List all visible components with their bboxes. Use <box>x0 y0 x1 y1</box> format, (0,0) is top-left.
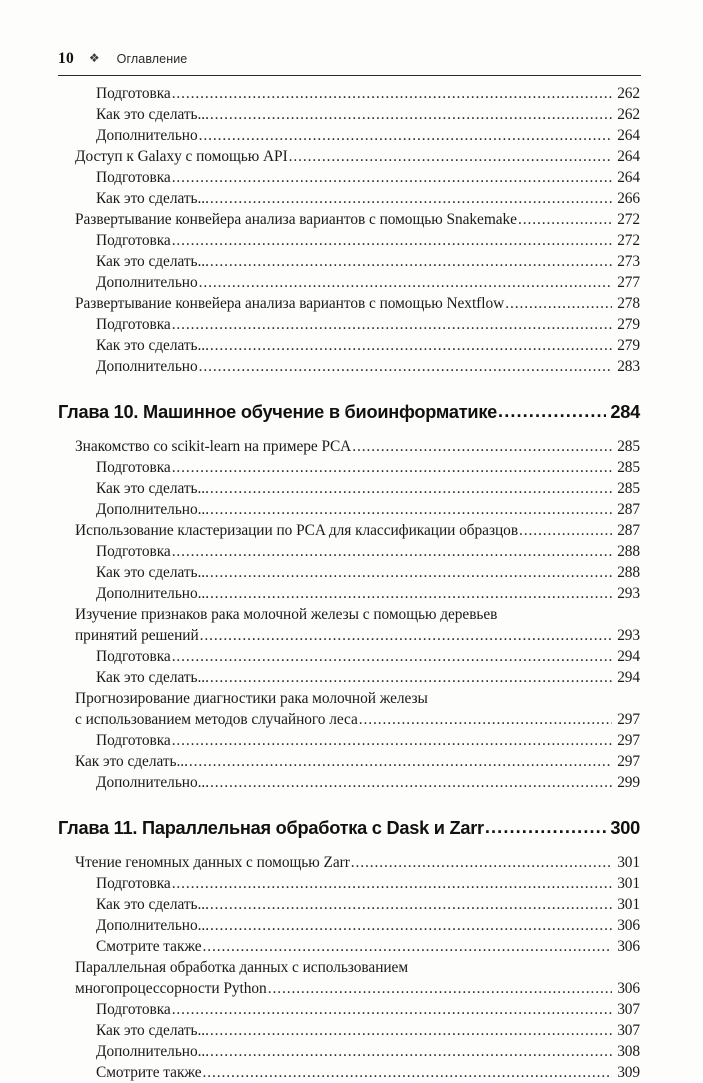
toc-subsection-entry[interactable] <box>0 541 703 562</box>
toc-entry-label: многопроцессорности Python <box>75 980 267 997</box>
toc-leader-dots <box>203 936 612 957</box>
toc-section-entry[interactable] <box>0 293 703 314</box>
toc-leader-dots <box>210 772 612 793</box>
toc-entry-label: Как это сделать... <box>96 564 209 581</box>
toc-entry-label: Подготовка <box>96 648 171 665</box>
toc-subsection-entry[interactable] <box>0 915 703 936</box>
toc-entry-label: Как это сделать... <box>96 1022 209 1039</box>
toc-entry-page-number: 278 <box>617 295 640 312</box>
toc-entry-label: Подготовка <box>96 316 171 333</box>
toc-entry-page-number: 306 <box>617 938 640 955</box>
toc-section-entry[interactable] <box>0 520 703 541</box>
toc-chapter-entry[interactable] <box>0 813 703 843</box>
toc-leader-dots <box>210 188 612 209</box>
toc-entry-page-number: 288 <box>617 564 640 581</box>
toc-entry-label: Как это сделать... <box>96 337 209 354</box>
toc-entry-page-number: 283 <box>617 358 640 375</box>
toc-leader-dots <box>210 104 612 125</box>
toc-subsection-entry[interactable] <box>0 583 703 604</box>
toc-leader-dots <box>172 541 612 562</box>
toc-entry-label: Как это сделать... <box>75 753 188 770</box>
toc-subsection-entry[interactable] <box>0 894 703 915</box>
toc-entry-label: Дополнительно... <box>96 585 210 602</box>
toc-subsection-entry[interactable] <box>0 1020 703 1041</box>
toc-subsection-entry[interactable] <box>0 335 703 356</box>
toc-leader-dots <box>199 125 612 146</box>
toc-leader-dots <box>351 852 612 873</box>
toc-entry-label: Дополнительно... <box>96 501 210 518</box>
toc-leader-dots <box>200 625 612 646</box>
table-of-contents <box>0 83 703 1083</box>
header-divider-rule <box>58 75 641 76</box>
toc-subsection-entry[interactable] <box>0 457 703 478</box>
toc-entry-label: Как это сделать... <box>96 190 209 207</box>
toc-subsection-entry[interactable] <box>0 1041 703 1062</box>
toc-entry-page-number: 300 <box>610 818 640 838</box>
toc-entry-page-number: 306 <box>617 917 640 934</box>
toc-subsection-entry[interactable] <box>0 125 703 146</box>
toc-entry-page-number: 272 <box>617 211 640 228</box>
toc-entry-page-number: 262 <box>617 106 640 123</box>
toc-entry-page-number: 264 <box>617 148 640 165</box>
toc-entry-label: Подготовка <box>96 875 171 892</box>
toc-entry-title-first-line: Параллельная обработка данных с использованием <box>75 959 409 976</box>
running-head-title: Оглавление <box>116 52 188 66</box>
toc-section-entry[interactable] <box>0 978 703 999</box>
toc-leader-dots <box>210 667 612 688</box>
toc-section-entry[interactable] <box>0 751 703 772</box>
toc-entry-label: Использование кластеризации по PCA для классификации образцов <box>75 522 519 539</box>
toc-entry-page-number: 288 <box>617 543 640 560</box>
toc-entry-label: Дополнительно... <box>96 774 210 791</box>
toc-leader-dots <box>352 436 612 457</box>
toc-entry-page-number: 294 <box>617 669 640 686</box>
toc-subsection-entry[interactable] <box>0 167 703 188</box>
toc-entry-page-number: 264 <box>617 169 640 186</box>
toc-entry-label: Подготовка <box>96 543 171 560</box>
toc-leader-dots <box>359 709 612 730</box>
toc-leader-dots <box>210 894 612 915</box>
toc-entry-label: Дополнительно <box>96 274 198 291</box>
toc-entry-label: Глава 10. Машинное обучение в биоинформатике <box>58 402 498 422</box>
toc-leader-dots <box>210 1020 612 1041</box>
toc-entry-page-number: 301 <box>617 896 640 913</box>
toc-leader-dots <box>485 812 606 842</box>
toc-entry-page-number: 301 <box>617 854 640 871</box>
toc-subsection-entry[interactable] <box>0 251 703 272</box>
toc-section-entry[interactable] <box>0 146 703 167</box>
toc-subsection-entry[interactable] <box>0 272 703 293</box>
toc-subsection-entry[interactable] <box>0 1062 703 1083</box>
toc-chapter-entry[interactable] <box>0 397 703 427</box>
toc-entry-label: Подготовка <box>96 85 171 102</box>
floral-diamond-ornament-icon: ❖ <box>88 51 100 65</box>
toc-leader-dots <box>210 335 612 356</box>
toc-entry-page-number: 301 <box>617 875 640 892</box>
toc-subsection-entry[interactable] <box>0 562 703 583</box>
toc-entry-page-number: 287 <box>617 501 640 518</box>
toc-entry-page-number: 273 <box>617 253 640 270</box>
toc-leader-dots <box>518 209 612 230</box>
toc-leader-dots <box>172 167 612 188</box>
toc-leader-dots <box>289 146 612 167</box>
toc-subsection-entry[interactable] <box>0 667 703 688</box>
toc-entry-label: Развертывание конвейера анализа вариантов с помощью Nextflow <box>75 295 505 312</box>
toc-subsection-entry[interactable] <box>0 188 703 209</box>
toc-entry-page-number: 266 <box>617 190 640 207</box>
toc-entry-page-number: 284 <box>610 402 640 422</box>
toc-entry-page-number: 293 <box>617 585 640 602</box>
toc-entry-page-number: 307 <box>617 1001 640 1018</box>
toc-entry-page-number: 297 <box>617 732 640 749</box>
toc-entry-page-number: 308 <box>617 1043 640 1060</box>
toc-leader-dots <box>172 646 612 667</box>
toc-leader-dots <box>519 520 612 541</box>
toc-leader-dots <box>210 1041 612 1062</box>
toc-leader-dots <box>210 915 612 936</box>
toc-leader-dots <box>210 583 612 604</box>
toc-entry-page-number: 272 <box>617 232 640 249</box>
toc-leader-dots <box>210 251 612 272</box>
toc-section-entry[interactable] <box>0 709 703 730</box>
page-folio-number: 10 <box>58 50 74 67</box>
toc-entry-label: Дополнительно... <box>96 917 210 934</box>
toc-section-entry[interactable] <box>0 852 703 873</box>
toc-entry-label: Знакомство со scikit-learn на примере PCA <box>75 438 352 455</box>
toc-entry-label: Как это сделать... <box>96 480 209 497</box>
toc-leader-dots <box>172 83 612 104</box>
toc-entry-page-number: 285 <box>617 480 640 497</box>
toc-leader-dots <box>172 314 612 335</box>
toc-entry-label: Глава 11. Параллельная обработка с Dask и Zarr <box>58 818 484 838</box>
toc-entry-label: Развертывание конвейера анализа вариантов с помощью Snakemake <box>75 211 517 228</box>
toc-leader-dots <box>210 562 612 583</box>
toc-subsection-entry[interactable] <box>0 104 703 125</box>
toc-entry-label: Как это сделать... <box>96 669 209 686</box>
toc-entry-label: Как это сделать... <box>96 896 209 913</box>
toc-entry-title-first-line: Прогнозирование диагностики рака молочной железы <box>75 690 428 707</box>
toc-entry-label: Как это сделать... <box>96 253 209 270</box>
toc-leader-dots <box>498 396 606 426</box>
toc-entry-label: принятий решений <box>75 627 199 644</box>
toc-leader-dots <box>210 499 612 520</box>
toc-entry-page-number: 279 <box>617 337 640 354</box>
toc-subsection-entry[interactable] <box>0 478 703 499</box>
toc-entry-page-number: 262 <box>617 85 640 102</box>
toc-entry-title-first-line: Изучение признаков рака молочной железы с помощью деревьев <box>75 606 498 623</box>
toc-entry-page-number: 277 <box>617 274 640 291</box>
toc-entry-label: Подготовка <box>96 1001 171 1018</box>
toc-leader-dots <box>268 978 612 999</box>
toc-subsection-entry[interactable] <box>0 314 703 335</box>
toc-subsection-entry[interactable] <box>0 83 703 104</box>
toc-entry-page-number: 285 <box>617 459 640 476</box>
toc-entry-page-number: 293 <box>617 627 640 644</box>
toc-subsection-entry[interactable] <box>0 999 703 1020</box>
toc-leader-dots <box>172 457 612 478</box>
toc-section-entry[interactable] <box>0 209 703 230</box>
toc-entry-page-number: 297 <box>617 753 640 770</box>
toc-leader-dots <box>172 730 612 751</box>
toc-subsection-entry[interactable] <box>0 499 703 520</box>
toc-entry-page-number: 306 <box>617 980 640 997</box>
toc-entry-page-number: 309 <box>617 1064 640 1081</box>
toc-leader-dots <box>172 999 612 1020</box>
toc-entry-page-number: 279 <box>617 316 640 333</box>
toc-entry-label: Дополнительно <box>96 358 198 375</box>
toc-leader-dots <box>505 293 612 314</box>
toc-entry-page-number: 299 <box>617 774 640 791</box>
toc-entry-page-number: 287 <box>617 522 640 539</box>
toc-leader-dots <box>199 272 612 293</box>
toc-entry-page-number: 307 <box>617 1022 640 1039</box>
toc-section-entry[interactable] <box>0 625 703 646</box>
toc-leader-dots <box>172 873 612 894</box>
toc-entry-label: Смотрите также <box>96 938 202 955</box>
toc-entry-label: Как это сделать... <box>96 106 209 123</box>
toc-subsection-entry[interactable] <box>0 772 703 793</box>
toc-subsection-entry[interactable] <box>0 873 703 894</box>
toc-entry-label: с использованием методов случайного леса <box>75 711 358 728</box>
toc-leader-dots <box>172 230 612 251</box>
toc-entry-page-number: 297 <box>617 711 640 728</box>
toc-entry-label: Доступ к Galaxy с помощью API <box>75 148 288 165</box>
toc-subsection-entry[interactable] <box>0 646 703 667</box>
toc-entry-label: Подготовка <box>96 732 171 749</box>
toc-entry-label: Подготовка <box>96 232 171 249</box>
toc-entry-page-number: 285 <box>617 438 640 455</box>
toc-entry-page-number: 294 <box>617 648 640 665</box>
toc-entry-page-number: 264 <box>617 127 640 144</box>
toc-entry-label: Дополнительно... <box>96 1043 210 1060</box>
toc-entry-label: Дополнительно <box>96 127 198 144</box>
toc-section-entry[interactable] <box>0 436 703 457</box>
running-head <box>58 50 640 68</box>
toc-subsection-entry[interactable] <box>0 230 703 251</box>
toc-entry-label: Чтение геномных данных с помощью Zarr <box>75 854 350 871</box>
toc-subsection-entry[interactable] <box>0 730 703 751</box>
toc-subsection-entry[interactable] <box>0 936 703 957</box>
toc-leader-dots <box>210 478 612 499</box>
toc-entry-label: Подготовка <box>96 169 171 186</box>
toc-entry-label: Подготовка <box>96 459 171 476</box>
toc-leader-dots <box>199 356 612 377</box>
toc-entry-label: Смотрите также <box>96 1064 202 1081</box>
toc-subsection-entry[interactable] <box>0 356 703 377</box>
toc-leader-dots <box>203 1062 612 1083</box>
toc-leader-dots <box>189 751 612 772</box>
